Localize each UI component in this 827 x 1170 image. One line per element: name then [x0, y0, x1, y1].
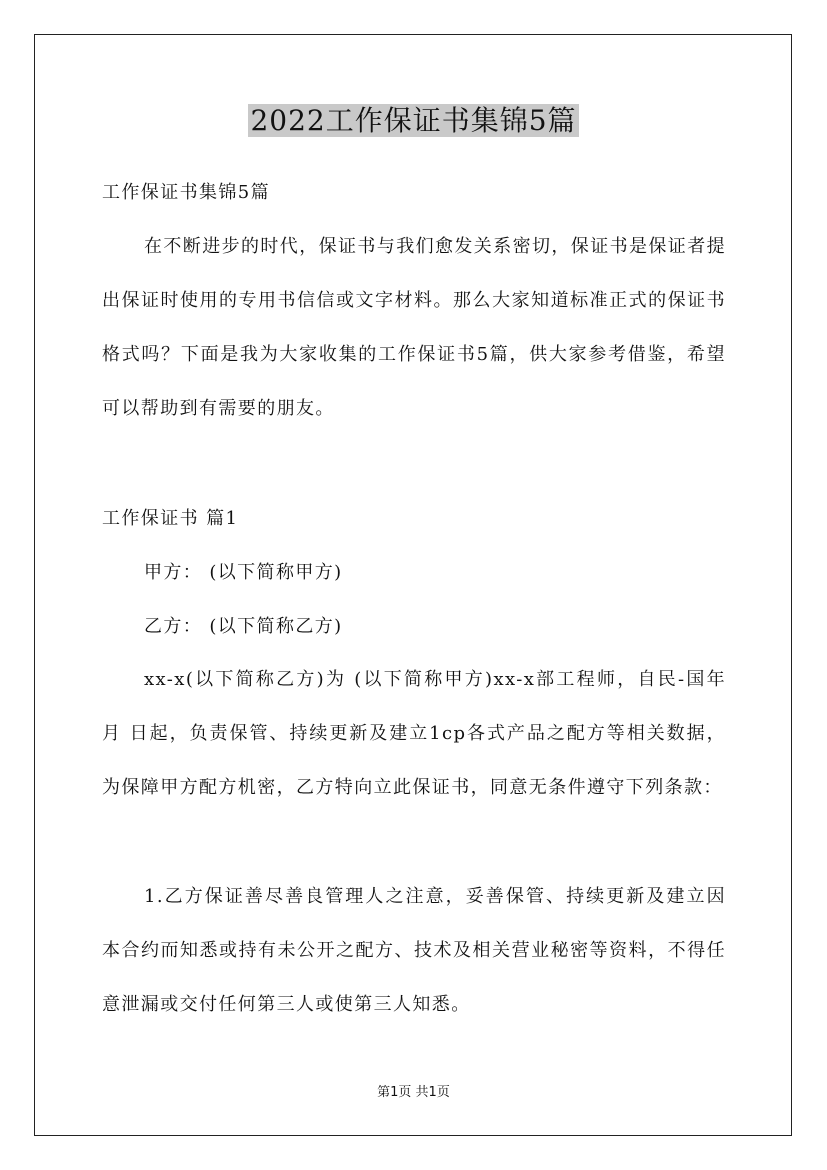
- body-paragraph-1: xx-x(以下简称乙方)为 (以下简称甲方)xx-x部工程师，自民-国年 月 日起，负责保管、持续更新及建立1cp各式产品之配方等相关数据，为保障甲方配方机密，乙方特向立此保证书，同意无条件遵守下列条款：: [102, 669, 726, 798]
- page-number-label: 第1页 共1页: [377, 1085, 450, 1100]
- section-heading: 工作保证书 篇1: [102, 508, 239, 529]
- document-title: [0, 100, 827, 142]
- intro-paragraph: 在不断进步的时代，保证书与我们愈发关系密切，保证书是保证者提出保证时使用的专用书信信或文字材料。那么大家知道标准正式的保证书格式吗？下面是我为大家收集的工作保证书5篇，供大家参考借鉴，希望可以帮助到有需要的朋友。: [102, 236, 726, 419]
- document-title-text: 2022工作保证书集锦5篇: [250, 104, 577, 137]
- party-b-line: 乙方： (以下简称乙方): [144, 616, 343, 637]
- page-footer: [0, 1084, 827, 1102]
- body-paragraph-2: 1.乙方保证善尽善良管理人之注意，妥善保管、持续更新及建立因本合约而知悉或持有未公开之配方、技术及相关营业秘密等资料，不得任意泄漏或交付任何第三人或使第三人知悉。: [102, 886, 726, 1015]
- document-subtitle: 工作保证书集锦5篇: [102, 182, 271, 203]
- party-a-line: 甲方： (以下简称甲方): [144, 562, 343, 583]
